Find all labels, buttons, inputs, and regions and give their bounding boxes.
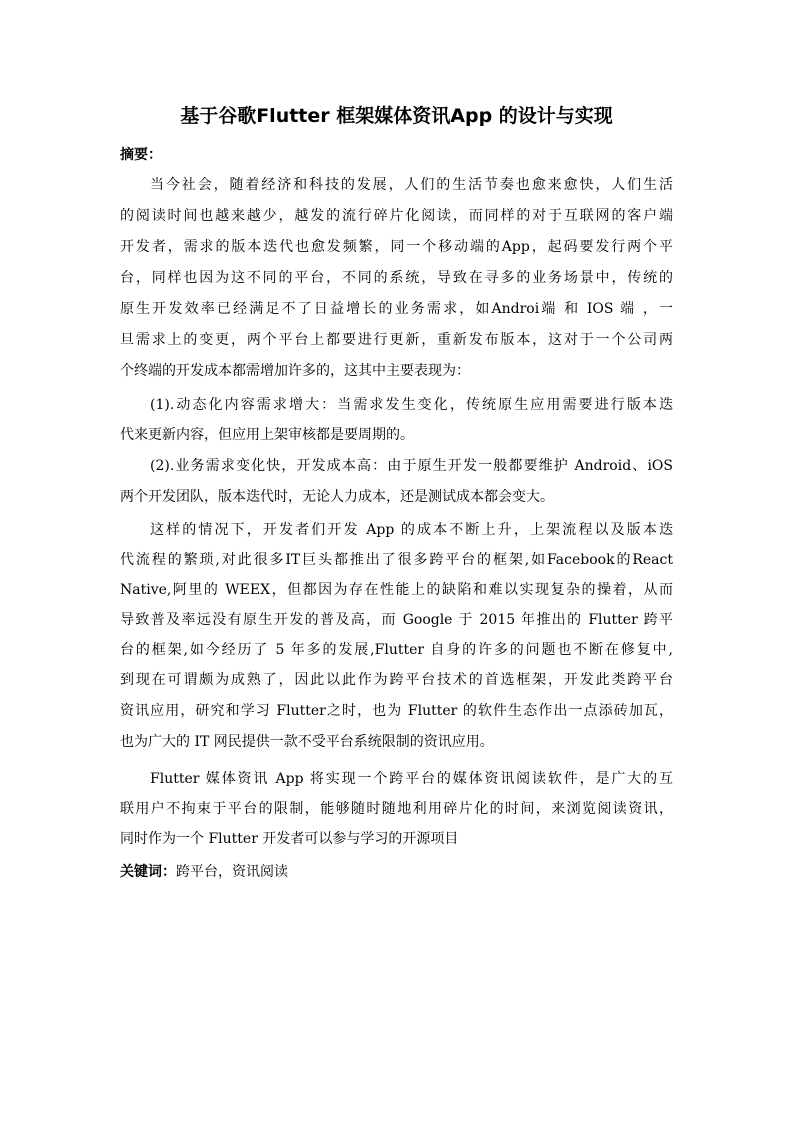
list-item-line: 代来更新内容，但应用上架审核都是要周期的。 — [120, 427, 414, 443]
abstract-line: 也为广大的 IT 网民提供一款不受平台系统限制的资讯应用。 — [120, 734, 494, 750]
abstract-line: 导致普及率远没有原生开发的普及高，而 Google 于 2015 年推出的 Flutter 跨平 — [120, 612, 673, 628]
abstract-line: 资讯应用，研究和学习 Flutter之时，也为 Flutter 的软件生态作出一点添砖加瓦， — [120, 703, 673, 719]
keywords-value: 跨平台，资讯阅读 — [176, 864, 288, 880]
abstract-line: 旦需求上的变更，两个平台上都要进行更新，重新发布版本，这对于一个公司两 — [120, 332, 673, 348]
abstract-line: 这样的情况下，开发者们开发 App 的成本不断上升，上架流程以及版本迭 — [150, 522, 673, 538]
list-item-line: (2).业务需求变化快，开发成本高：由于原生开发一般都要维护 Android、iOS — [150, 458, 673, 474]
abstract-label: 摘要： — [120, 147, 162, 163]
keywords-label: 关键词： — [120, 864, 176, 880]
abstract-line: 开发者，需求的版本迭代也愈发频繁，同一个移动端的App，起码要发行两个平 — [120, 239, 673, 255]
document-title: 基于谷歌Flutter 框架媒体资讯App 的设计与实现 — [180, 105, 613, 127]
abstract-line: 当今社会，随着经济和科技的发展，人们的生活节奏也愈来愈快，人们生活 — [150, 177, 673, 193]
abstract-line: 代流程的繁琐,对此很多IT巨头都推出了很多跨平台的框架,如Facebook的React — [120, 552, 673, 568]
abstract-line: 个终端的开发成本都需增加许多的，这其中主要表现为： — [120, 363, 470, 379]
list-item-line: (1).动态化内容需求增大：当需求发生变化，传统原生应用需要进行版本迭 — [150, 397, 673, 413]
abstract-line: 联用户不拘束于平台的限制，能够随时随地利用碎片化的时间，来浏览阅读资讯， — [120, 801, 673, 817]
abstract-line: 的阅读时间也越来越少，越发的流行碎片化阅读，而同样的对于互联网的客户端 — [120, 208, 673, 224]
abstract-line: 到现在可谓颇为成熟了，因此以此作为跨平台技术的首选框架，开发此类跨平台 — [120, 672, 673, 688]
abstract-line: Native,阿里的 WEEX，但都因为存在性能上的缺陷和难以实现复杂的操着，从而 — [120, 582, 673, 598]
keywords — [120, 858, 288, 886]
abstract-line: 台的框架,如今经历了 5 年多的发展,Flutter 自身的许多的问题也不断在修复中, — [120, 642, 673, 658]
list-item-line: 两个开发团队，版本迭代时，无论人力成本，还是测试成本都会变大。 — [120, 489, 554, 505]
abstract-line: 同时作为一个 Flutter 开发者可以参与学习的开源项目 — [120, 831, 459, 847]
abstract-line: 原生开发效率已经满足不了日益增长的业务需求，如Androi端 和 IOS 端 ，一 — [120, 301, 673, 317]
abstract-line: 台，同样也因为这不同的平台，不同的系统，导致在寻多的业务场景中，传统的 — [120, 270, 673, 286]
abstract-line: Flutter 媒体资讯 App 将实现一个跨平台的媒体资讯阅读软件，是广大的互 — [150, 771, 673, 787]
